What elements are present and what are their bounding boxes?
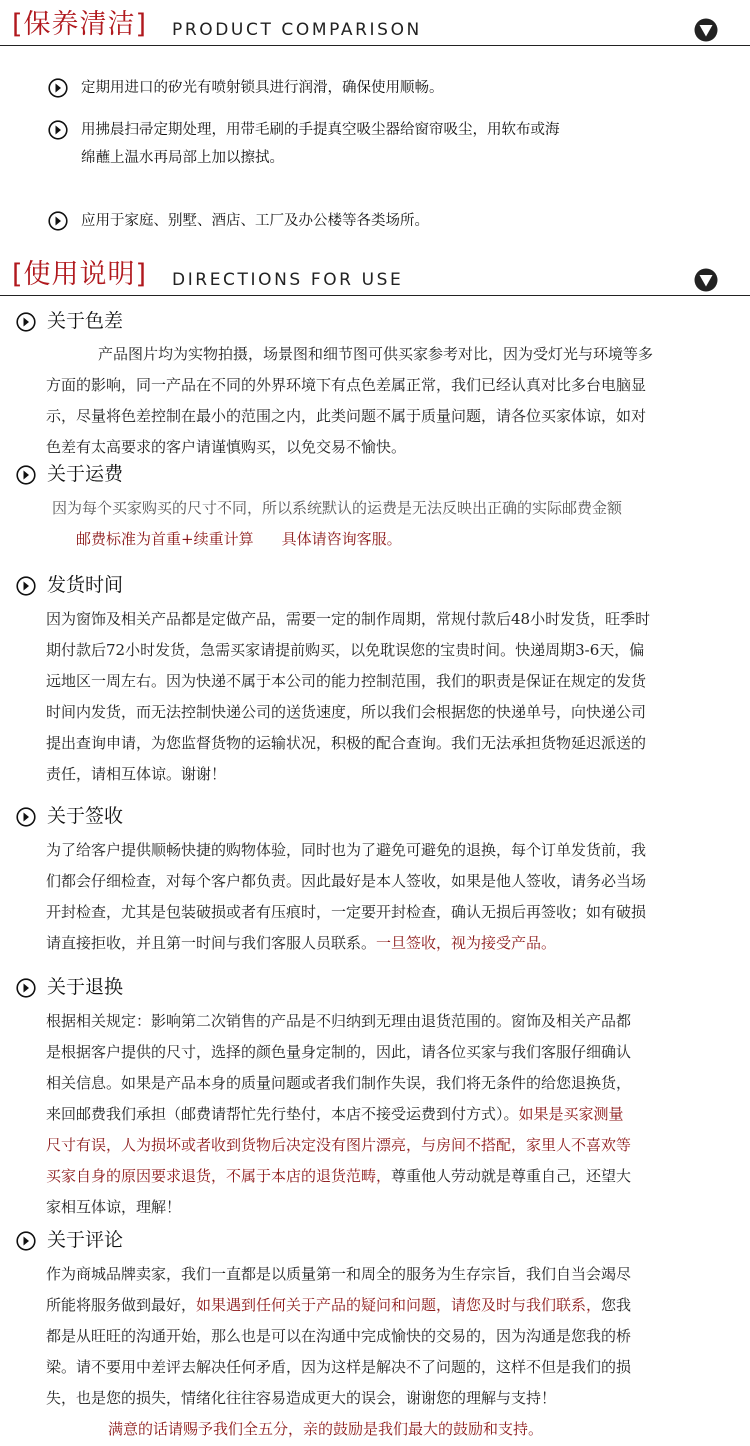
care-item-text: 定期用进口的矽光有喷射锁具进行润滑，确保使用顺畅。: [81, 80, 444, 96]
section-body-returns: [46, 1006, 736, 1223]
usage-title-cn: [使用说明]: [12, 259, 148, 290]
returns-respect-text: 尊重他人劳动就是尊重自己，还望大: [391, 1167, 632, 1185]
text-line: 开封检查，尤其是包装破损或者有压痕时，一定要开封检查，确认无损后再签收；如有破损: [46, 903, 647, 921]
text-line: 责任，请相互体谅。谢谢！: [46, 765, 227, 783]
text-line: 都是从旺旺的沟通开始，那么也是可以在沟通中完成愉快的交易的，因为沟通是您我的桥: [46, 1327, 632, 1345]
text-line: 尺寸有误，人为损坏或者收到货物后决定没有图片漂亮，与房间不搭配，家里人不喜欢等: [46, 1136, 632, 1154]
care-title-cn: [保养清洁]: [12, 9, 148, 40]
section-body-review: [46, 1259, 736, 1445]
arrow-circle-icon: [16, 465, 36, 485]
returns-policy-text: 如果是买家测量: [518, 1105, 624, 1123]
text-line: 失，也是您的损失，情绪化往往容易造成更大的误会，谢谢您的理解与支持！: [46, 1389, 557, 1407]
text-line: [46, 928, 736, 959]
text-line: 时间内发货，而无法控制快递公司的送货速度，所以我们会根据您的快递单号，向快递公司: [46, 703, 647, 721]
text-line: 示，尽量将色差控制在最小的范围之内，此类问题不属于质量问题，请各位买家体谅，如对: [46, 407, 647, 425]
text-line: 产品图片均为实物拍摄，场景图和细节图可供买家参考对比，因为受灯光与环境等多: [98, 345, 654, 363]
arrow-circle-icon: [16, 978, 36, 998]
section-title-text: 关于评论: [47, 1229, 124, 1251]
care-item-text: 用拂晨扫帚定期处理，用带毛刷的手提真空吸尘器给窗帘吸尘，用软布或海: [81, 122, 560, 138]
section-title-text: 关于签收: [47, 805, 124, 827]
section-body-signing: [46, 835, 736, 959]
text-line: 们都会仔细检查，对每个客户都负责。因此最好是本人签收，如果是他人签收，请务必当场: [46, 872, 647, 890]
arrow-circle-icon: [16, 576, 36, 596]
arrow-circle-icon: [16, 807, 36, 827]
text-line: 方面的影响，同一产品在不同的外界环境下有点色差属正常，我们已经认真对比多台电脑显: [46, 376, 647, 394]
section-title-text: 关于色差: [47, 310, 124, 332]
arrow-circle-icon: [48, 78, 68, 98]
text-line: 家相互体谅，理解！: [46, 1198, 182, 1216]
text-line: 期付款后72小时发货，急需买家请提前购买，以免耽误您的宝贵时间。快递周期3-6天，偏: [46, 641, 645, 659]
text-line: 提出查询申请，为您监督货物的运输状况，积极的配合查询。我们无法承担货物延迟派送的: [46, 734, 647, 752]
usage-header: [0, 256, 750, 296]
v-circle-icon: [694, 268, 718, 292]
text-line: 作为商城品牌卖家，我们一直都是以质量第一和周全的服务为生存宗旨，我们自当会竭尽: [46, 1265, 632, 1283]
text-line: 为了给客户提供顺畅快捷的购物体验，同时也为了避免可避免的退换，每个订单发货前，我: [46, 841, 647, 859]
arrow-circle-icon: [16, 1231, 36, 1251]
care-title-en: PRODUCT COMPARISON: [172, 20, 422, 40]
care-item-text: 绵蘸上温水再局部上加以擦拭。: [81, 150, 284, 166]
text-line: [46, 1161, 736, 1192]
arrow-circle-icon: [48, 120, 68, 140]
shipping-standard-text: 邮费标准为首重+续重计算: [76, 530, 254, 548]
signing-accept-text: 一旦签收，视为接受产品。: [376, 934, 557, 952]
review-rating-request: 满意的话请赐予我们全五分，亲的鼓励是我们最大的鼓励和支持。: [108, 1420, 544, 1438]
v-circle-icon: [694, 18, 718, 42]
section-body-shipping: [52, 493, 742, 555]
signing-contact-text: 请直接拒收，并且第一时间与我们客服人员联系。: [46, 934, 377, 952]
text-line: 因为窗饰及相关产品都是定做产品，需要一定的制作周期，常规付款后48小时发货，旺季时: [46, 610, 651, 628]
divider: [0, 295, 750, 296]
care-header: [0, 6, 750, 46]
text-line: 色差有太高要求的客户请谨慎购买，以免交易不愉快。: [46, 438, 407, 456]
review-tail-text: 您我: [601, 1296, 632, 1314]
review-service-text: 所能将服务做到最好，: [46, 1296, 197, 1314]
care-item-text: 应用于家庭、别墅、酒店、工厂及办公楼等各类场所。: [81, 213, 429, 229]
section-title-text: 发货时间: [47, 574, 124, 596]
section-title-text: 关于退换: [47, 976, 124, 998]
text-line: 因为每个买家购买的尺寸不同，所以系统默认的运费是无法反映出正确的实际邮费金额: [52, 499, 623, 517]
divider: [0, 45, 750, 46]
text-line: 梁。请不要用中差评去解决任何矛盾，因为这样是解决不了问题的，这样不但是我们的损: [46, 1358, 632, 1376]
section-title-text: 关于运费: [47, 463, 124, 485]
section-body-delivery: [46, 604, 736, 790]
text-line: 远地区一周左右。因为快递不属于本公司的能力控制范围，我们的职责是保证在规定的发货: [46, 672, 647, 690]
arrow-circle-icon: [16, 312, 36, 332]
arrow-circle-icon: [48, 211, 68, 231]
returns-postage-text: 来回邮费我们承担（邮费请帮忙先行垫付，本店不接受运费到付方式）。: [46, 1105, 519, 1123]
review-contact-text: 如果遇到任何关于产品的疑问和问题，请您及时与我们联系，: [196, 1296, 602, 1314]
shipping-contact-text: 具体请咨询客服。: [281, 530, 402, 548]
text-line: [46, 1099, 736, 1130]
text-line: [52, 524, 742, 555]
text-line: 是根据客户提供的尺寸，选择的颜色量身定制的，因此，请各位买家与我们客服仔细确认: [46, 1043, 632, 1061]
usage-title-en: DIRECTIONS FOR USE: [172, 270, 404, 290]
text-line: [46, 1290, 736, 1321]
returns-policy-text: 买家自身的原因要求退货，不属于本店的退货范畴，: [46, 1167, 392, 1185]
text-line: 相关信息。如果是产品本身的质量问题或者我们制作失误，我们将无条件的给您退换货，: [46, 1074, 632, 1092]
text-line: 根据相关规定：影响第二次销售的产品是不归纳到无理由退货范围的。窗饰及相关产品都: [46, 1012, 632, 1030]
section-body-color: [46, 339, 736, 463]
